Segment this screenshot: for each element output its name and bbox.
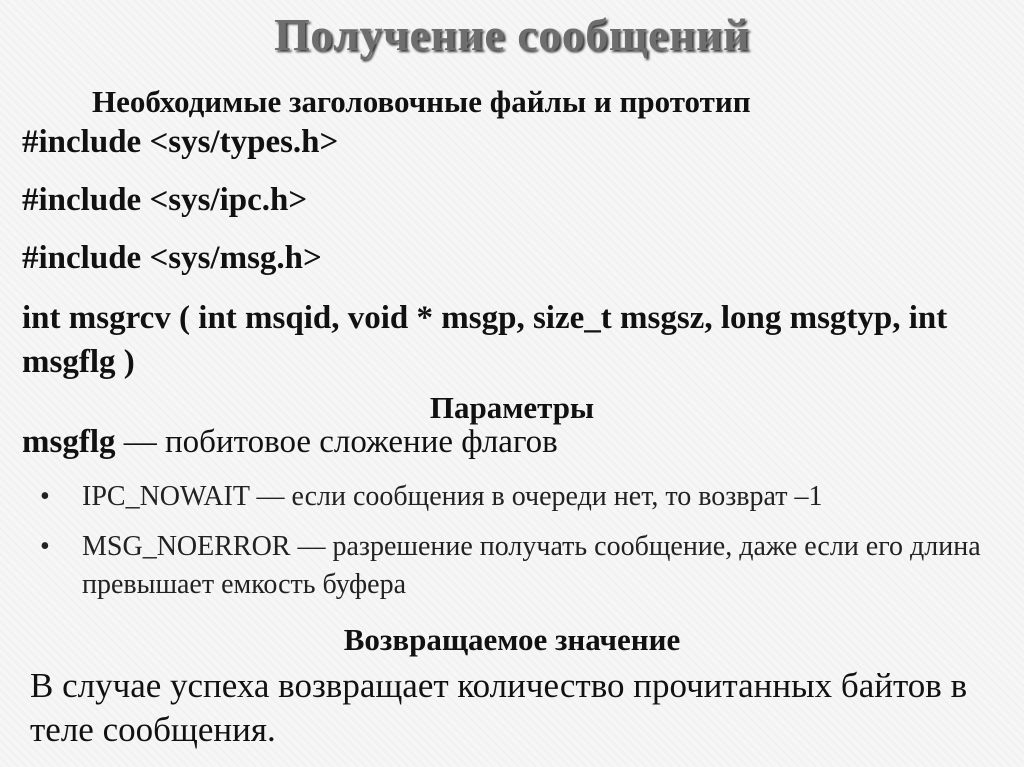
bullet-dot: • bbox=[40, 481, 50, 512]
bullet-msg-noerror bbox=[40, 528, 1000, 608]
return-description: В случае успеха возвращает количество прочитанных байтов в теле сообщения. bbox=[30, 666, 968, 749]
bullet-ipc-nowait bbox=[40, 478, 1000, 518]
bullet-dot: • bbox=[40, 531, 50, 562]
headers-heading: Необходимые заголовочные файлы и прототип bbox=[92, 84, 751, 119]
function-prototype: int msgrcv ( int msqid, void * msgp, size_t msgsz, long msgtyp, int msgflg ) bbox=[22, 300, 948, 380]
include-line-types: #include <sys/types.h> bbox=[22, 124, 339, 160]
include-line-ipc: #include <sys/ipc.h> bbox=[22, 182, 308, 218]
param-msgflg bbox=[22, 424, 558, 461]
return-heading: Возвращаемое значение bbox=[343, 622, 681, 657]
bullet-text: MSG_NOERROR — разрешение получать сообщение, даже если его длина превышает емкость буфера bbox=[82, 531, 981, 600]
param-description: — побитовое сложение флагов bbox=[115, 424, 558, 460]
bullet-text: IPC_NOWAIT — если сообщения в очереди нет, то возврат –1 bbox=[82, 481, 823, 512]
slide-title: Получение сообщений bbox=[274, 9, 750, 60]
params-heading: Параметры bbox=[429, 390, 595, 425]
include-line-msg: #include <sys/msg.h> bbox=[22, 240, 322, 276]
param-name: msgflg bbox=[22, 424, 116, 460]
